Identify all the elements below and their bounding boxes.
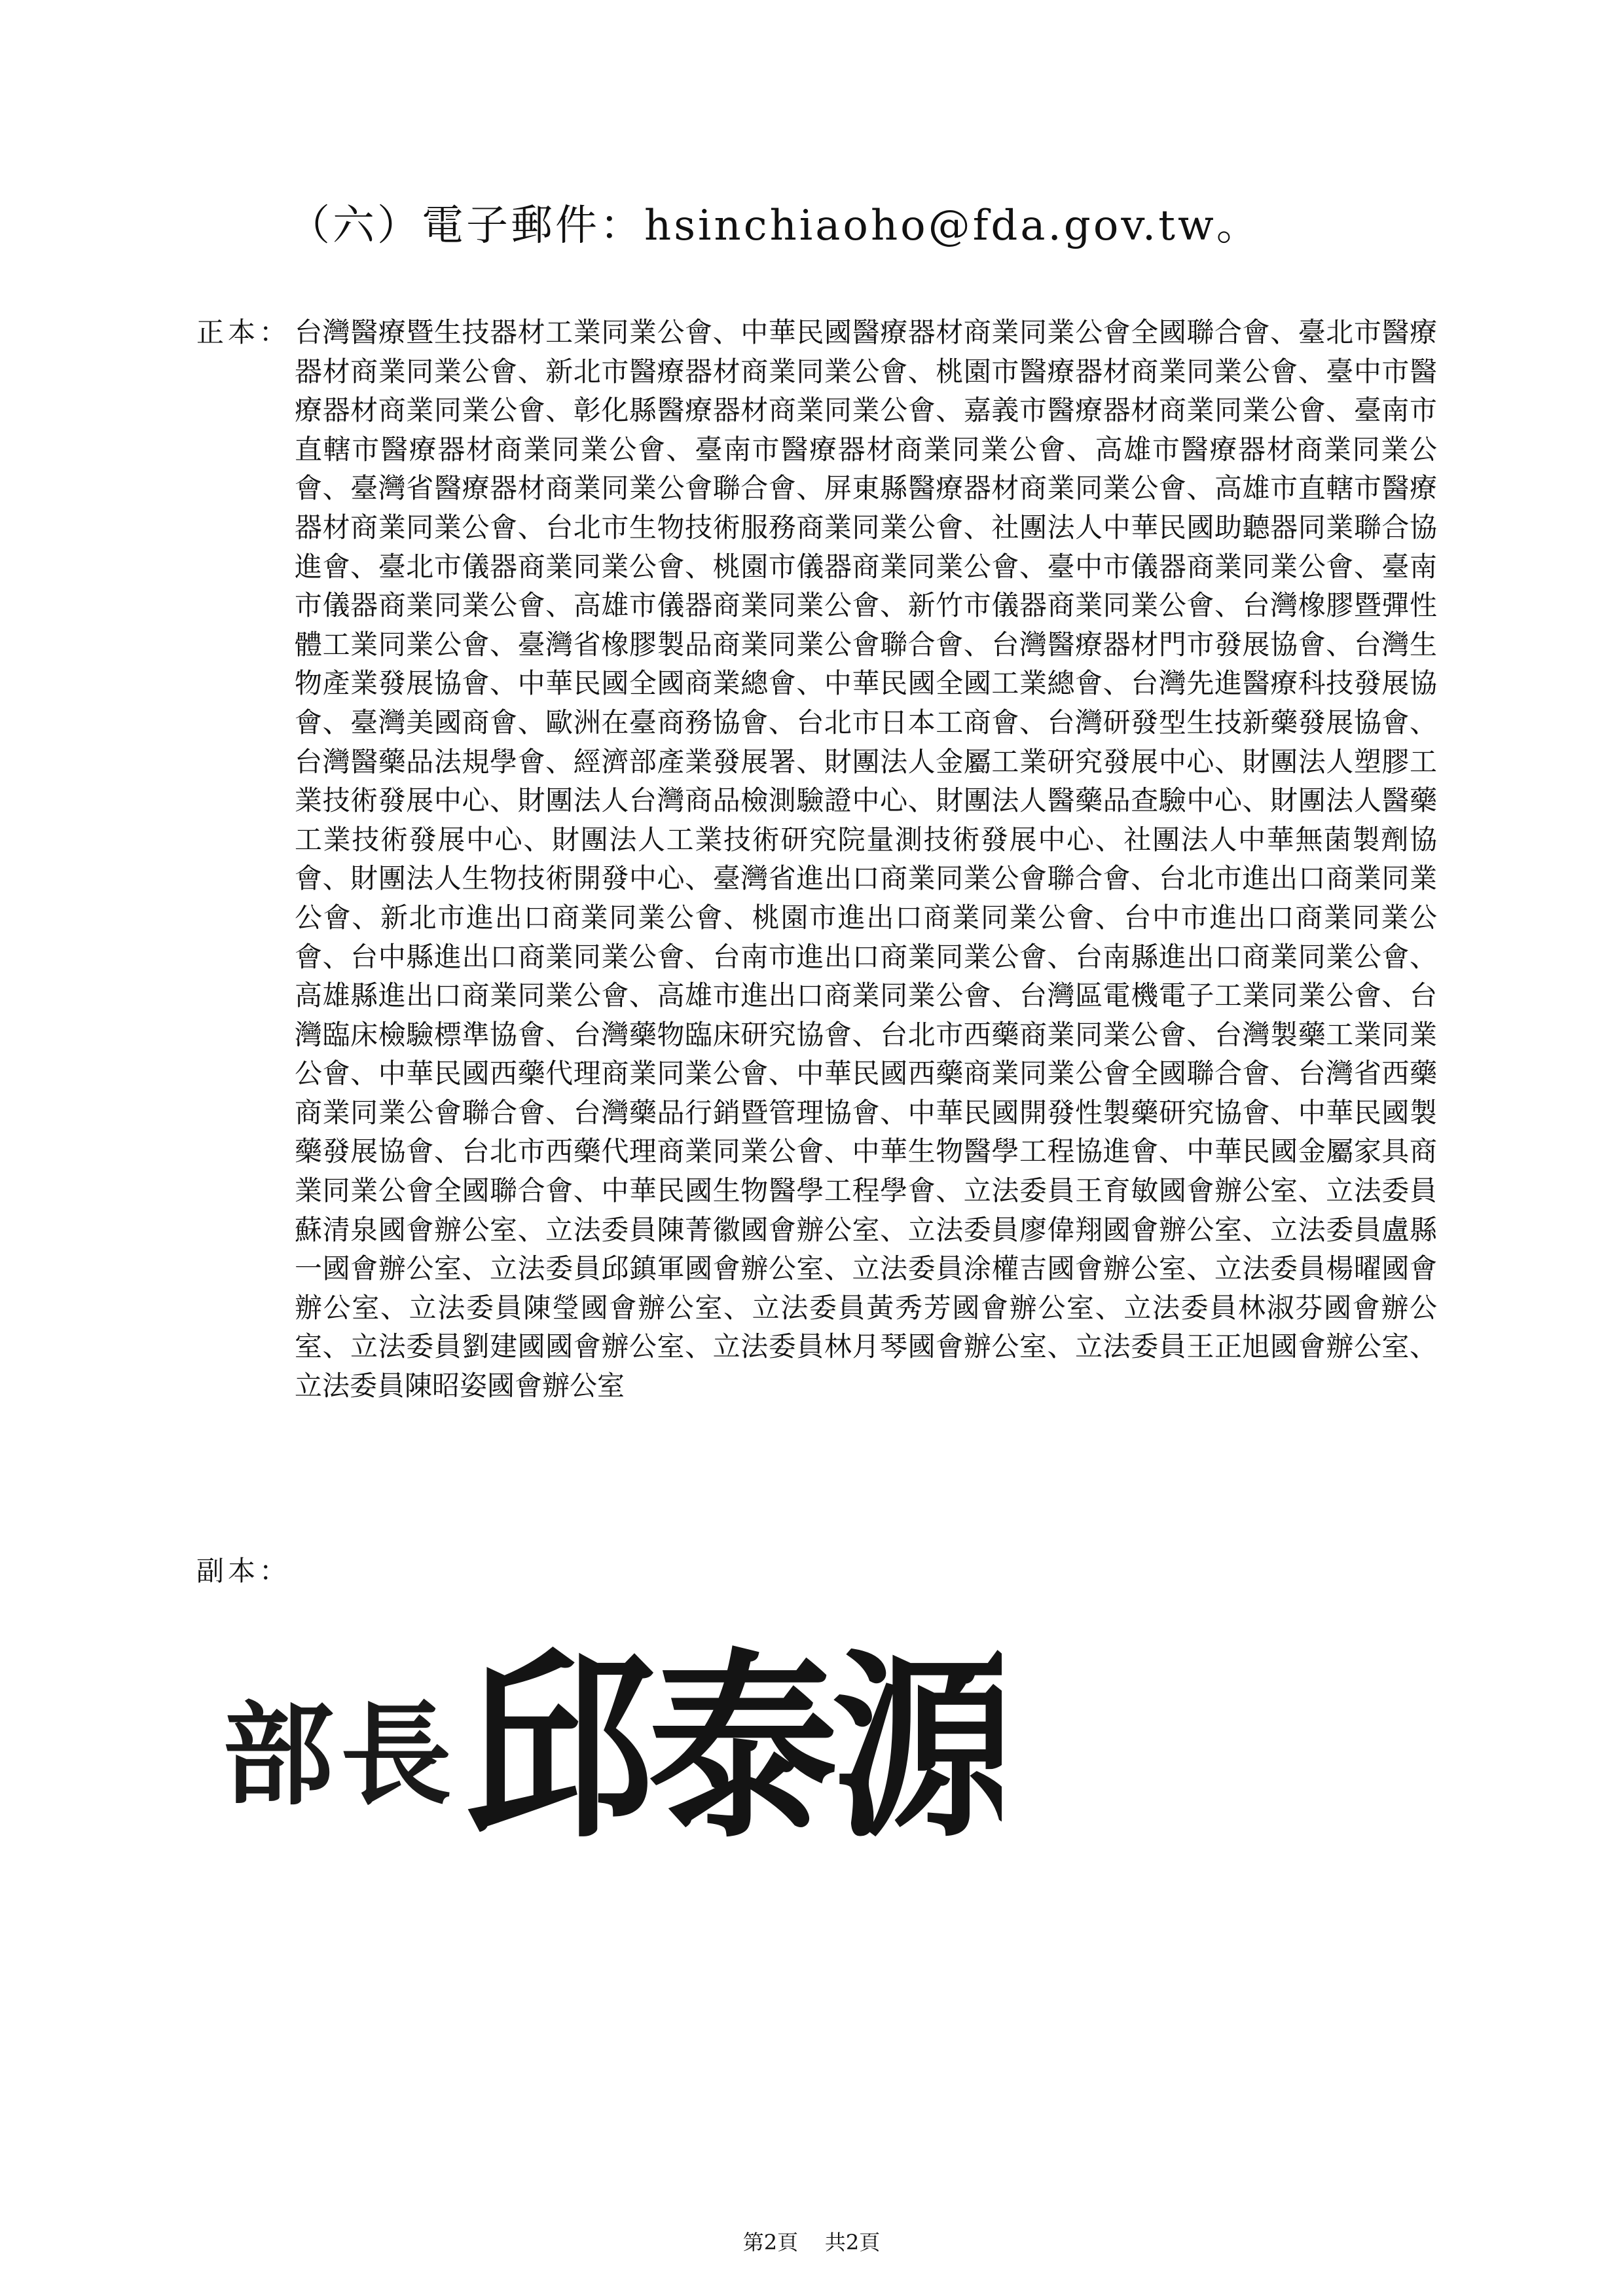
email-contact-line: （六）電子郵件：hsinchiaoho@fda.gov.tw。 [288,202,1261,250]
signature-name: 邱泰源 [465,1631,1002,1846]
original-recipients-list: 台灣醫療暨生技器材工業同業公會、中華民國醫療器材商業同業公會全國聯合會、臺北市醫療器材商業同業公會、新北市醫療器材商業同業公會、桃園市醫療器材商業同業公會、臺中市醫療器材商業同業公會、彰化縣醫療器材商業同業公會、嘉義市醫療器材商業同業公會、臺南市直轄市醫療器材商業同業公會、臺南市醫療器材商業同業公會、高雄市醫療器材商業同業公會、臺灣省醫療器材商業同業公會聯合會、屏東縣醫療器材商業同業公會、高雄市直轄市醫療器材商業同業公會、台北市生物技術服務商業同業公會、社團法人中華民國助聽器同業聯合協進會、臺北市儀器商業同業公會、桃園市儀器商業同業公會、臺中市儀器商業同業公會、臺南市儀器商業同業公會、高雄市儀器商業同業公會、新竹市儀器商業同業公會、台灣橡膠暨彈性體工業同業公會、臺灣省橡膠製品商業同業公會聯合會、台灣醫療器材門市發展協會、台灣生物產業發展協會、中華民國全國商業總會、中華民國全國工業總會、台灣先進醫療科技發展協會、臺灣美國商會、歐洲在臺商務協會、台北市日本工商會、台灣研發型生技新藥發展協會、台灣醫藥品法規學會、經濟部產業發展署、財團法人金屬工業研究發展中心、財團法人塑膠工業技術發展中心、財團法人台灣商品檢測驗證中心、財團法人醫藥品查驗中心、財團法人醫藥工業技術發展中心、財團法人工業技術研究院量測技術發展中心、社團法人中華無菌製劑協會、財團法人生物技術開發中心、臺灣省進出口商業同業公會聯合會、台北市進出口商業同業公會、新北市進出口商業同業公會、桃園市進出口商業同業公會、台中市進出口商業同業公會、台中縣進出口商業同業公會、台南市進出口商業同業公會、台南縣進出口商業同業公會、高雄縣進出口商業同業公會、高雄市進出口商業同業公會、台灣區電機電子工業同業公會、台灣臨床檢驗標準協會、台灣藥物臨床研究協會、台北市西藥商業同業公會、台灣製藥工業同業公會、中華民國西藥代理商業同業公會、中華民國西藥商業同業公會全國聯合會、台灣省西藥商業同業公會聯合會、台灣藥品行銷暨管理協會、中華民國開發性製藥研究協會、中華民國製藥發展協會、台北市西藥代理商業同業公會、中華生物醫學工程協進會、中華民國金屬家具商業同業公會全國聯合會、中華民國生物醫學工程學會、立法委員王育敏國會辦公室、立法委員蘇清泉國會辦公室、立法委員陳菁徽國會辦公室、立法委員廖偉翔國會辦公室、立法委員盧縣一國會辦公室、立法委員邱鎮軍國會辦公室、立法委員涂權吉國會辦公室、立法委員楊曜國會辦公室、立法委員陳瑩國會辦公室、立法委員黃秀芳國會辦公室、立法委員林淑芬國會辦公室、立法委員劉建國國會辦公室、立法委員林月琴國會辦公室、立法委員王正旭國會辦公室、立法委員陳昭姿國會辦公室 [295,316,1437,1402]
signature-title: 部長 [223,1690,459,1821]
original-recipients-label: 正本： [196,316,291,348]
minister-signature-stamp [216,1597,1002,1846]
page-number-footer: 第2頁 共2頁 [742,2230,881,2255]
copy-recipients-label: 副本： [196,1555,291,1587]
